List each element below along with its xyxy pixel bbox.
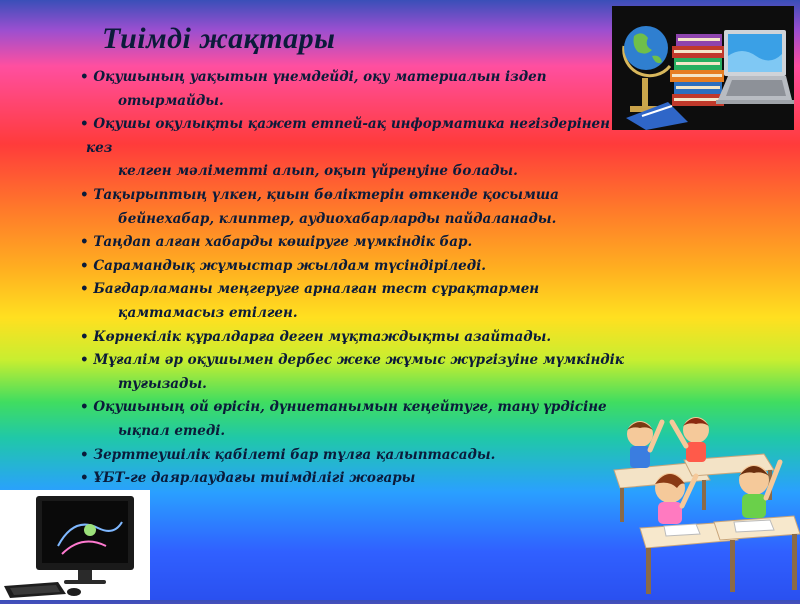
bullet-line: • Зерттеушілік қабілеті бар тұлға қалыптасады. — [80, 446, 496, 463]
bullet-line: бейнехабар, клиптер, аудиохабарларды пайдаланады. — [118, 210, 557, 227]
bullet-line: • Оқушы оқулықты қажет етпей-ақ информатика негіздерінен — [80, 116, 610, 133]
education-illustration — [612, 6, 794, 130]
bullet-line: отырмайды. — [118, 92, 224, 109]
bullet-item — [80, 396, 676, 443]
bullet-line: • Тақырыптың үлкен, қиын бөліктерін өткенде қосымша — [80, 186, 559, 203]
pupil-icon — [672, 417, 709, 462]
slide-title: Тиімді жақтары — [102, 22, 336, 55]
bullet-line: • ҰБТ-ге даярлаудағы тиімділігі жоғары — [80, 470, 416, 487]
bullet-item — [80, 278, 676, 325]
bullet-item — [80, 66, 676, 113]
pupils-illustration — [604, 404, 800, 600]
bullet-line: кез — [86, 139, 113, 156]
bullet-list — [80, 66, 676, 491]
bullet-item — [80, 444, 676, 468]
pupil-icon — [627, 421, 662, 468]
bullet-line: қамтамасыз етілген. — [118, 304, 298, 321]
computer-illustration — [0, 490, 150, 600]
bullet-line: ықпал етеді. — [118, 422, 226, 439]
bullet-line: • Бағдарламаны меңгеруге арналған тест сұрақтармен — [80, 281, 540, 298]
bullet-line: • Оқушының ой өрісін, дүниетанымын кеңейтуге, тану үрдісіне — [80, 399, 607, 416]
bullet-line: • Сарамандық жұмыстар жылдам түсіндіріледі. — [80, 257, 486, 274]
books-icon — [670, 34, 724, 106]
bullet-line: • Таңдап алған хабарды көшіруге мүмкіндік бар. — [80, 234, 473, 251]
bullet-item — [80, 349, 676, 396]
keyboard-icon — [4, 582, 66, 598]
monitor-icon — [36, 496, 134, 584]
bullet-item — [80, 231, 676, 255]
bullet-line: • Оқушының уақытын үнемдейді, оқу материалын іздеп — [80, 69, 547, 85]
bullet-line: • Көрнекілік құралдарға деген мұқтаждықты азайтады. — [80, 328, 552, 345]
mouse-icon — [67, 588, 81, 596]
desk-icon — [714, 516, 800, 590]
bullet-line: • Мұғалім әр оқушымен дербес жеке жұмыс жүргізуіне мүмкіндік — [80, 352, 624, 369]
bullet-item — [80, 113, 676, 184]
bullet-line: туғызады. — [118, 375, 207, 392]
bullet-line: келген мәліметті алып, оқып үйренуіне болады. — [118, 163, 518, 180]
bullet-item — [80, 184, 676, 231]
laptop-icon — [716, 30, 794, 104]
bullet-item — [80, 326, 676, 350]
globe-icon — [624, 26, 670, 112]
bullet-item — [80, 255, 676, 279]
bullet-item — [80, 467, 676, 491]
